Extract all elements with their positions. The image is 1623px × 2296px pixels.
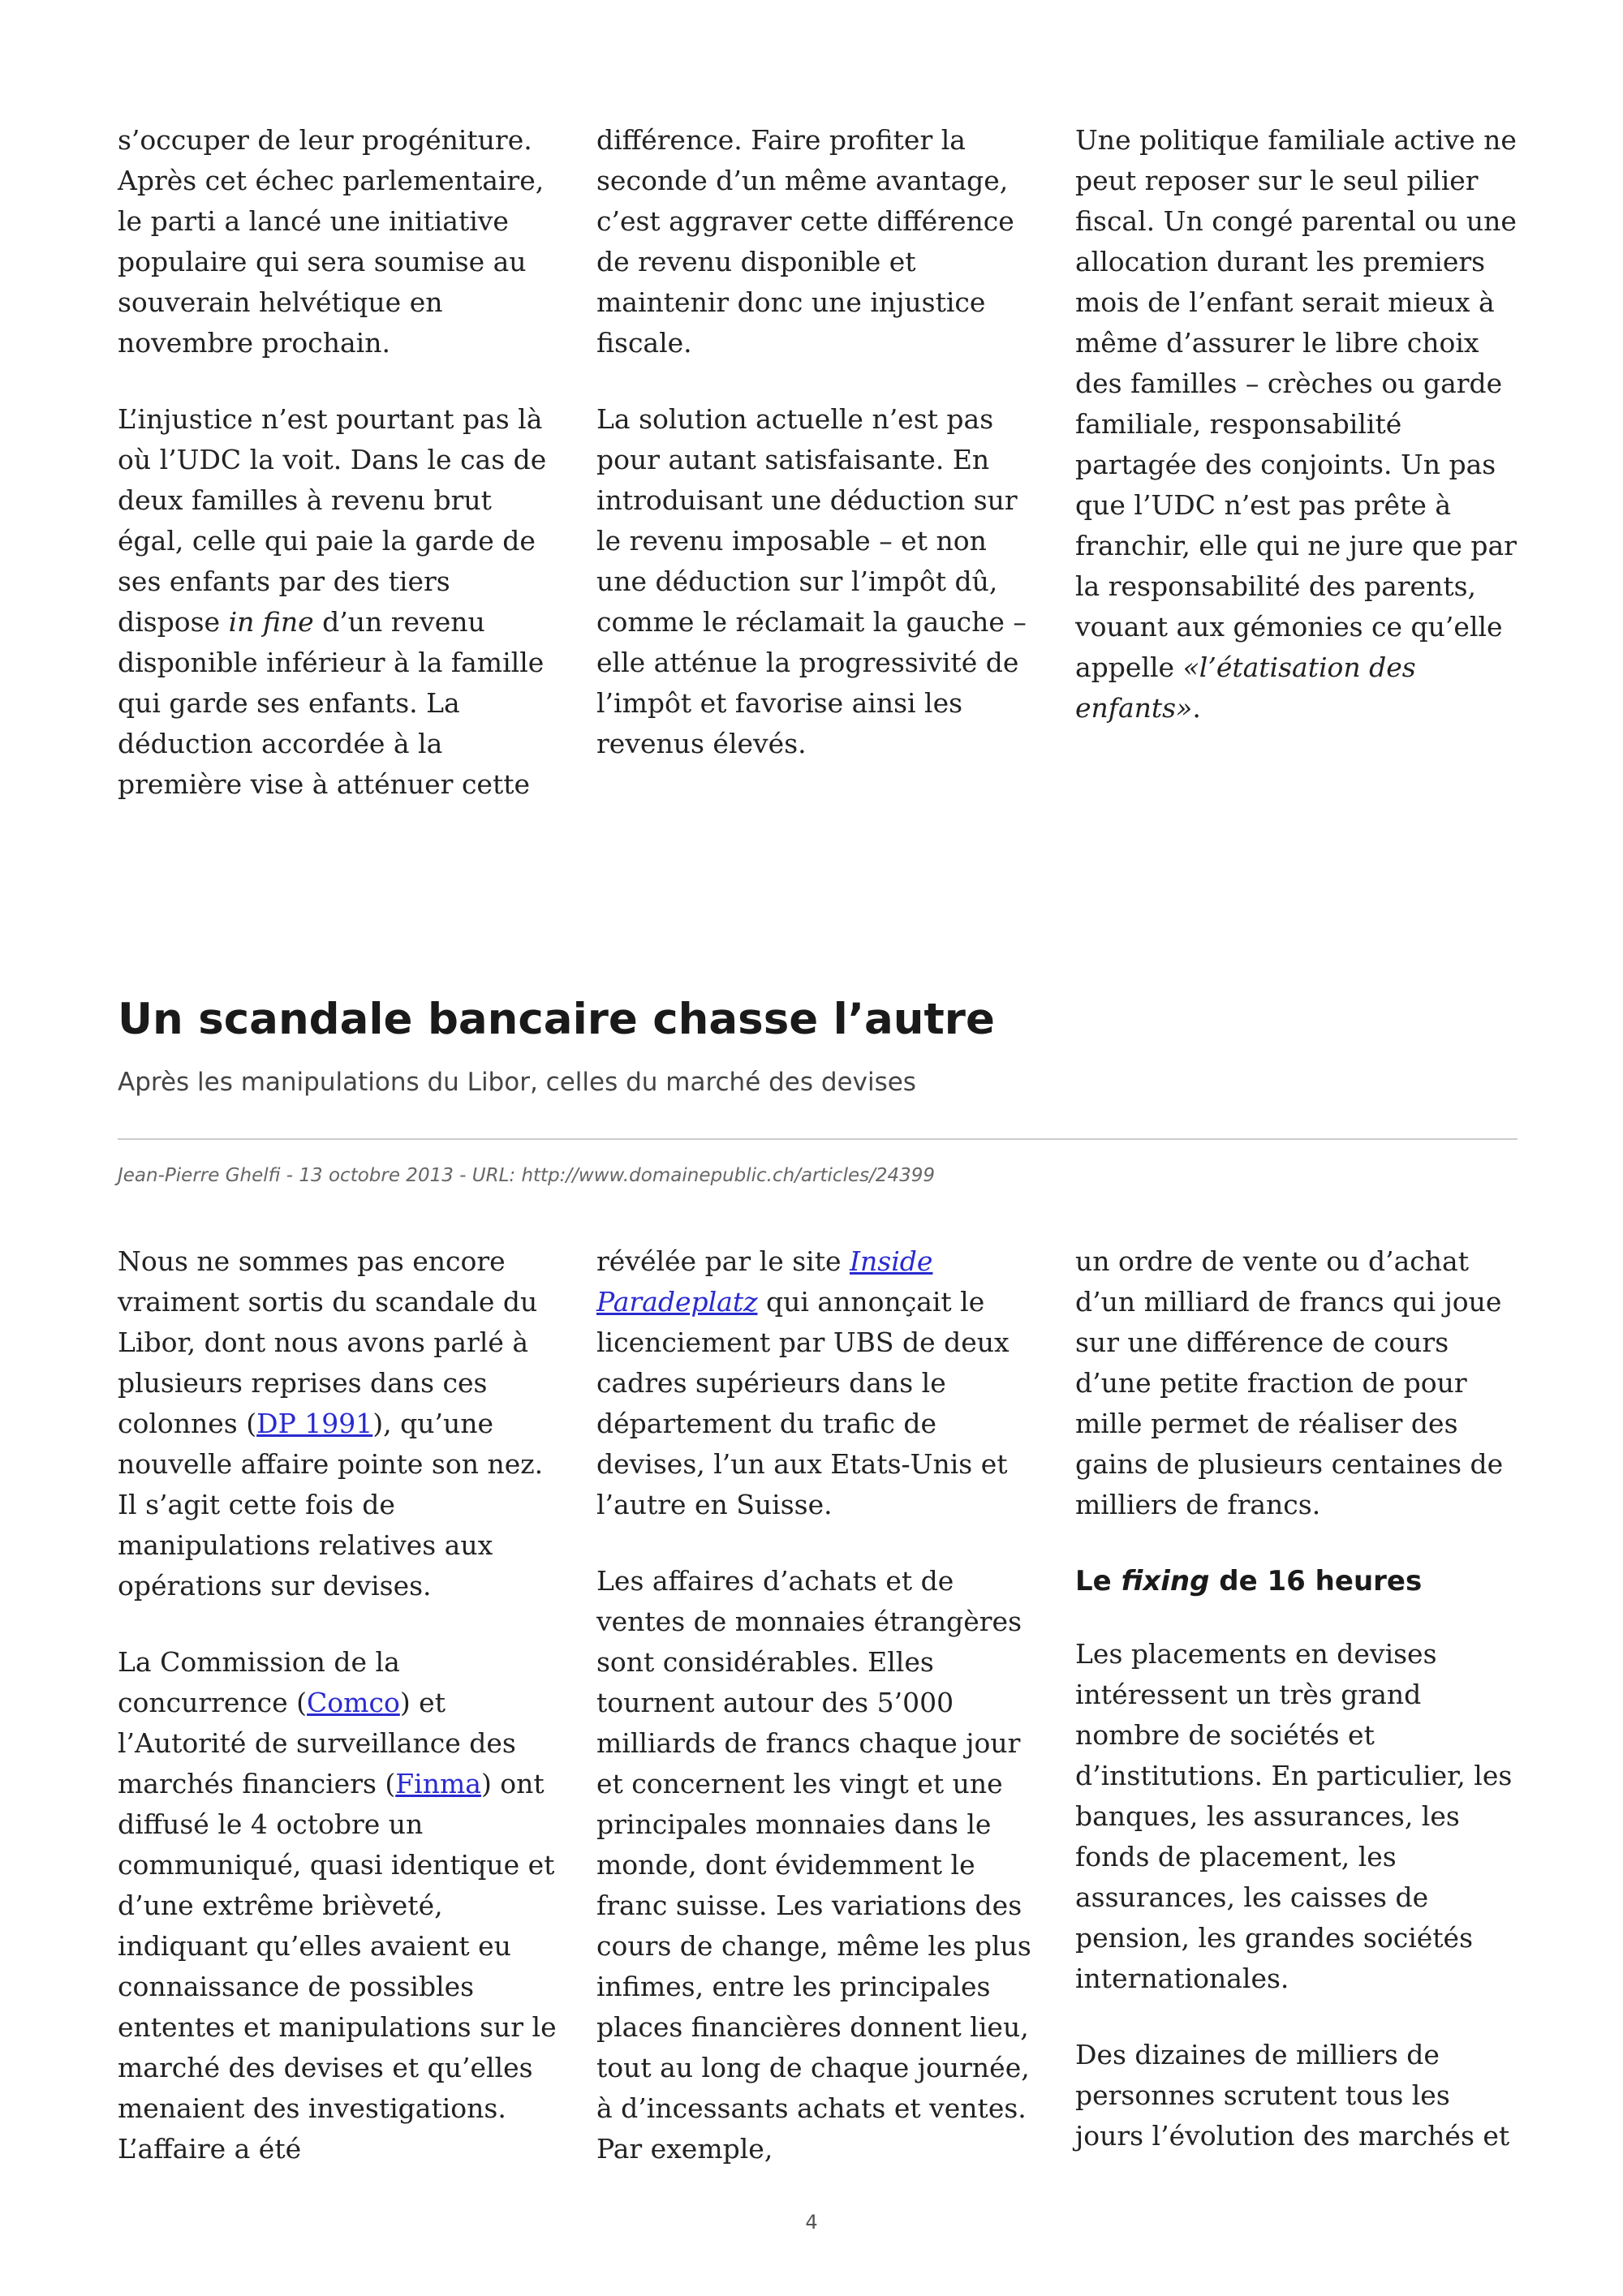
article-byline: Jean-Pierre Ghelfi - 13 octobre 2013 - URL: http://www.domainepublic.ch/articles/24399 [118, 1165, 936, 1186]
text-run: . [1192, 692, 1201, 724]
text-run: qui annonçait le licenciement par UBS de deux cadres supérieurs dans le département du trafic de devises, l’un aux Etats-Unis et l’autre en Suisse. [596, 1286, 1010, 1520]
previous-article-continuation [118, 120, 1518, 805]
text-run: Nous ne sommes pas encore vraiment sortis du scandale du Libor, dont nous avons parlé à plusieurs reprises dans ces colonnes ( [118, 1245, 538, 1439]
article-subtitle: Après les manipulations du Libor, celles du marché des devises [118, 1068, 916, 1097]
paragraph: un ordre de vente ou d’achat d’un milliard de francs qui joue sur une différence de cours d’une petite fraction de pour mille permet de réaliser des gains de plusieurs centaines de milliers de francs. [1075, 1245, 1504, 1520]
text-run: Une politique familiale active ne peut reposer sur le seul pilier fiscal. Un congé parental ou une allocation durant les premiers mois de l’enfant serait mieux à même d’assurer le libre choix des familles – crèches ou garde familiale, responsabilité partagée des conjoints. Un pas que l’UDC n’est pas prête à franchir, elle qui ne jure que par la responsabilité des parents, vouant aux gémonies ce qu’elle appelle [1075, 124, 1517, 683]
emphasis-text: in fine [228, 606, 314, 638]
paragraph: Les affaires d’achats et de ventes de monnaies étrangères sont considérables. Elles tournent autour des 5’000 milliards de francs chaque jour et concernent les vingt et une principales monnaies dans le monde, dont évidemment le franc suisse. Les variations des cours de change, même les plus infimes, entre les principales places financières donnent lieu, tout au long de chaque journée, à d’incessants achats et ventes. Par exemple, [596, 1565, 1031, 2165]
paragraph [118, 1642, 560, 2169]
paragraph: Des dizaines de milliers de personnes scrutent tous les jours l’évolution des marchés et [1075, 2039, 1510, 2152]
paragraph [118, 1241, 560, 1606]
emphasis-text: fixing [1121, 1565, 1210, 1597]
paragraph [1075, 120, 1518, 729]
section-heading [1075, 1561, 1518, 1602]
text-run: de 16 heures [1209, 1565, 1423, 1597]
column-2 [596, 1241, 1039, 2169]
link-finma[interactable]: Finma [395, 1768, 481, 1799]
paragraph: s’occuper de leur progéniture. Après cet échec parlementaire, le parti a lancé une initiative populaire qui sera soumise au souverain helvétique en novembre prochain. [118, 124, 545, 359]
text-run: ) et l’Autorité de surveillance des marchés financiers ( [118, 1687, 516, 1799]
column-1 [118, 120, 560, 805]
link-comco[interactable]: Comco [307, 1687, 400, 1718]
text-run: L’injustice n’est pourtant pas là où l’UDC la voit. Dans le cas de deux familles à revenu brut égal, celle qui paie la garde de ses enfants par des tiers dispose [118, 403, 547, 638]
paragraph: Les placements en devises intéressent un très grand nombre de sociétés et d’institutions. En particulier, les banques, les assurances, les fonds de placement, les assurances, les caisses de pension, les grandes sociétés internationales. [1075, 1638, 1513, 1994]
text-run: ), qu’une nouvelle affaire pointe son nez. Il s’agit cette fois de manipulations relatives aux opérations sur devises. [118, 1408, 544, 1602]
link-dp-1991[interactable]: DP 1991 [256, 1408, 373, 1439]
text-run: révélée par le site [596, 1245, 850, 1277]
column-2 [596, 120, 1039, 805]
article-body [118, 1241, 1518, 2169]
text-run: La Commission de la concurrence ( [118, 1646, 400, 1718]
paragraph [596, 1241, 1039, 1525]
text-run: ) ont diffusé le 4 octobre un communiqué, quasi identique et d’une extrême brièveté, indiquant qu’elles avaient eu connaissance de possibles ententes et manipulations sur le marché des devises et qu’elles menaient des investigations. L’affaire a été [118, 1768, 557, 2165]
page-number: 4 [805, 2211, 818, 2234]
divider [118, 1138, 1518, 1140]
paragraph: différence. Faire profiter la seconde d’un même avantage, c’est aggraver cette différence de revenu disponible et maintenir donc une injustice fiscale. [596, 124, 1014, 359]
emphasis-text: «l’étatisation des enfants» [1075, 651, 1416, 724]
article-title: Un scandale bancaire chasse l’autre [118, 995, 995, 1044]
column-3 [1075, 120, 1518, 805]
column-3 [1075, 1241, 1518, 2169]
link-inside-paradeplatz[interactable]: Inside Paradeplatz [596, 1245, 933, 1318]
paragraph [118, 399, 560, 805]
column-1 [118, 1241, 560, 2169]
text-run: d’un revenu disponible inférieur à la famille qui garde ses enfants. La déduction accordée à la première vise à atténuer cette [118, 606, 545, 800]
paragraph: La solution actuelle n’est pas pour autant satisfaisante. En introduisant une déduction sur le revenu imposable – et non une déduction sur l’impôt dû, comme le réclamait la gauche – elle atténue la progressivité de l’impôt et favorise ainsi les revenus élevés. [596, 403, 1027, 759]
text-run: Le [1075, 1565, 1121, 1597]
